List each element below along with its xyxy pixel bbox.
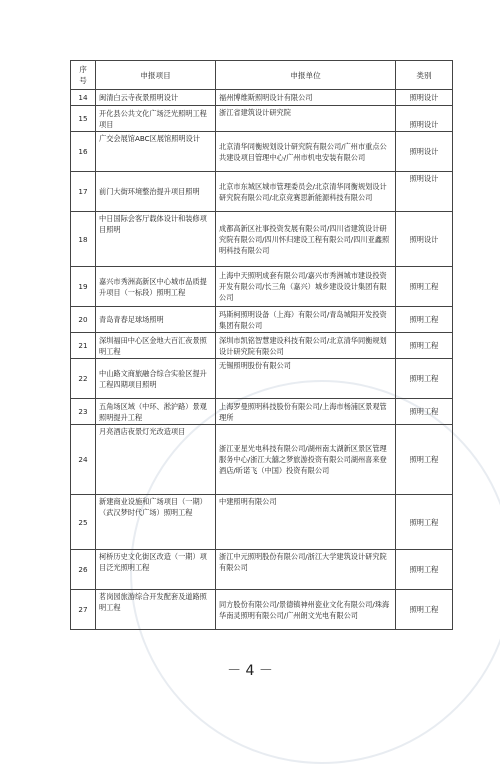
row-project: 闽清白云寺夜景照明设计	[96, 90, 216, 106]
row-project: 开化县公共文化广场泛光照明工程项目	[96, 106, 216, 132]
row-category: 照明工程	[396, 590, 453, 630]
row-unit: 上海中天照明成套有限公司/嘉兴市秀洲城市建设投资开发有限公司/长三角（嘉兴）城乡建设设计集团有限公司	[216, 267, 396, 307]
table-row	[71, 495, 453, 550]
row-project: 月亮酒店夜景灯光改造项目	[96, 425, 216, 495]
table-row	[71, 425, 453, 495]
row-project: 新建商业设施和广场项目（一期）（武汉梦时代广场）照明工程	[96, 495, 216, 550]
table-row	[71, 550, 453, 590]
row-unit: 福州博维斯照明设计有限公司	[216, 90, 396, 106]
award-table	[70, 60, 453, 630]
row-category: 照明工程	[396, 495, 453, 550]
header-unit: 申报单位	[216, 61, 396, 90]
row-index: 15	[71, 106, 96, 132]
row-index: 21	[71, 333, 96, 359]
row-category: 照明工程	[396, 307, 453, 333]
table-row	[71, 172, 453, 212]
row-index: 25	[71, 495, 96, 550]
row-index: 27	[71, 590, 96, 630]
row-index: 26	[71, 550, 96, 590]
row-index: 14	[71, 90, 96, 106]
row-project: 深圳福田中心区金地大百汇夜景照明工程	[96, 333, 216, 359]
table-row	[71, 399, 453, 425]
row-unit: 玛斯柯照明设备（上海）有限公司/青岛城阳开发投资集团有限公司	[216, 307, 396, 333]
row-unit: 浙江亚星光电科技有限公司/湖州南太湖新区景区管理服务中心/浙江大囍之梦旅游投资有限公司湖州喜来登酒店/昕诺飞（中国）投资有限公司	[216, 425, 396, 495]
row-category: 照明设计	[396, 132, 453, 172]
row-category: 照明工程	[396, 359, 453, 399]
row-category: 照明工程	[396, 550, 453, 590]
table-row	[71, 359, 453, 399]
row-category: 照明设计	[396, 212, 453, 267]
row-index: 17	[71, 172, 96, 212]
header-category: 类别	[396, 61, 453, 90]
row-category: 照明工程	[396, 425, 453, 495]
header-project: 申报项目	[96, 61, 216, 90]
row-unit: 浙江省建筑设计研究院	[216, 106, 396, 132]
table-row	[71, 90, 453, 106]
table-row	[71, 132, 453, 172]
row-unit: 成都高新区社事投资发展有限公司/四川省建筑设计研究院有限公司/四川怀归建设工程有限公司/四川亚鑫照明科技有限公司	[216, 212, 396, 267]
header-index: 序 号	[71, 61, 96, 90]
table-row	[71, 106, 453, 132]
row-project: 五角场区域（中环、淞沪路）景观照明提升工程	[96, 399, 216, 425]
row-index: 23	[71, 399, 96, 425]
row-unit: 浙江中元照明股份有限公司/浙江大学建筑设计研究院有限公司	[216, 550, 396, 590]
row-project: 广交会展馆ABC区展馆照明设计	[96, 132, 216, 172]
row-category: 照明工程	[396, 399, 453, 425]
row-category: 照明工程	[396, 267, 453, 307]
table-row	[71, 307, 453, 333]
row-unit: 上海罗曼照明科技股份有限公司/上海市杨浦区景观管理所	[216, 399, 396, 425]
row-project: 茗岗园旅游综合开发配套及道路照明工程	[96, 590, 216, 630]
row-project: 柯桥历史文化街区改造（一期）项目泛光照明工程	[96, 550, 216, 590]
row-index: 19	[71, 267, 96, 307]
table-row	[71, 267, 453, 307]
row-category: 照明设计	[396, 106, 453, 132]
table-row	[71, 212, 453, 267]
row-project: 中日国际会客厅载体设计和装修项目照明	[96, 212, 216, 267]
row-index: 16	[71, 132, 96, 172]
row-unit: 北京清华同衡规划设计研究院有限公司/广州市重点公共建设项目管理中心/广州市机电安装有限公司	[216, 132, 396, 172]
row-unit: 无锡照明股份有限公司	[216, 359, 396, 399]
table-row	[71, 333, 453, 359]
row-project: 嘉兴市秀洲高新区中心城市品质提升项目（一标段）照明工程	[96, 267, 216, 307]
table-header-row	[71, 61, 453, 90]
row-project: 前门大街环境整治提升项目照明	[96, 172, 216, 212]
row-unit: 同方股份有限公司/景德镇神州瓷业文化有限公司/珠海华南灵照明有限公司/广州朗文光电有限公司	[216, 590, 396, 630]
row-project: 中山路文商旅融合综合实验区提升工程四期项目照明	[96, 359, 216, 399]
row-category: 照明工程	[396, 333, 453, 359]
row-project: 青岛青春足球场照明	[96, 307, 216, 333]
row-unit: 深圳市凯铭智慧建设科技有限公司/北京清华同衡规划设计研究院有限公司	[216, 333, 396, 359]
row-unit: 北京市东城区城市管理委员会/北京清华同衡规划设计研究院有限公司/北京竞赛思新能源科技有限公司	[216, 172, 396, 212]
page-number: － 4 －	[227, 663, 273, 679]
row-unit: 中建照明有限公司	[216, 495, 396, 550]
row-index: 18	[71, 212, 96, 267]
row-category: 照明设计	[396, 172, 453, 212]
row-index: 24	[71, 425, 96, 495]
row-index: 22	[71, 359, 96, 399]
row-index: 20	[71, 307, 96, 333]
row-category: 照明设计	[396, 90, 453, 106]
table-row	[71, 590, 453, 630]
